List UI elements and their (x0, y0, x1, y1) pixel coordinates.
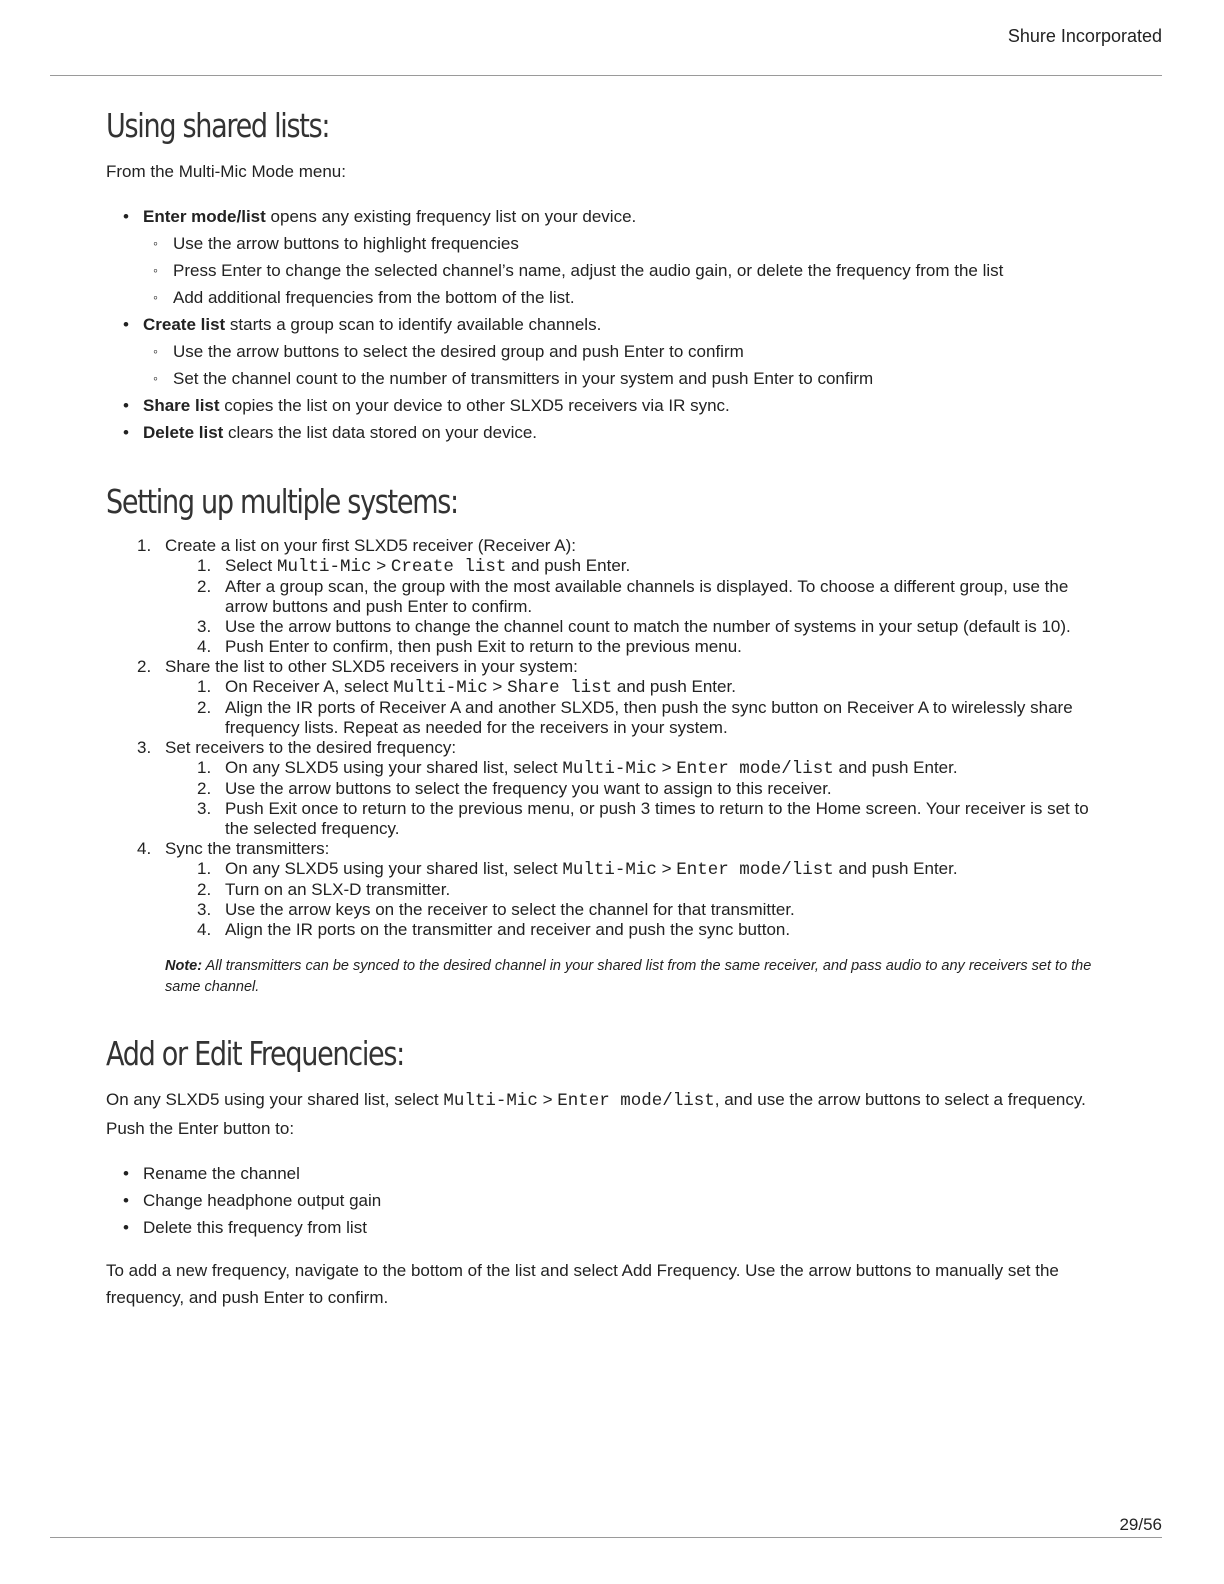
list-item: • Delete list clears the list data stored on your device. (106, 419, 1106, 446)
page-header-company: Shure Incorporated (1007, 26, 1162, 46)
sublist (106, 338, 1106, 392)
sub-item: ◦ Use the arrow buttons to select the desired group and push Enter to confirm (106, 338, 1106, 365)
section-title-add-edit: Add or Edit Frequencies: (106, 1034, 404, 1073)
shared-lists-menu (106, 203, 1106, 446)
list-item: • Change headphone output gain (106, 1187, 1106, 1214)
sub-item: ◦ Add additional frequencies from the bottom of the list. (106, 284, 1106, 311)
section-title-multiple-systems: Setting up multiple systems: (106, 482, 458, 521)
page-number: 29/56 (1119, 1515, 1162, 1534)
step: 1. Create a list on your first SLXD5 receiver (Receiver A): (137, 536, 576, 555)
sub-step: 2. Use the arrow buttons to select the frequency you want to assign to this receiver. (197, 779, 832, 798)
sub-item: ◦ Set the channel count to the number of transmitters in your system and push Enter to confirm (106, 365, 1106, 392)
sub-step: 3. Push Exit once to return to the previous menu, or push 3 times to return to the Home screen. Your receiver is set to the selected frequency. (197, 799, 1089, 838)
step: 2. Share the list to other SLXD5 receivers in your system: (137, 657, 578, 676)
list-item: • Enter mode/list opens any existing frequency list on your device. (106, 203, 1106, 230)
sub-item: ◦ Press Enter to change the selected channel’s name, adjust the audio gain, or delete the frequency from the list (106, 257, 1106, 284)
setup-steps (106, 536, 1106, 940)
section3-intro: On any SLXD5 using your shared list, select Multi-Mic > Enter mode/list, and use the arrow buttons to select a frequency. Push the Enter button to: (106, 1090, 1086, 1138)
list-item: • Create list starts a group scan to identify available channels. (106, 311, 1106, 338)
step: 3. Set receivers to the desired frequency: (137, 738, 457, 757)
note: Note: All transmitters can be synced to the desired channel in your shared list from the same receiver, and pass audio to any receivers set to the same channel. (165, 958, 1092, 995)
sub-step: 2. Align the IR ports of Receiver A and another SLXD5, then push the sync button on Receiver A to wirelessly share frequency lists. Repeat as needed for the receivers in your system. (197, 698, 1073, 737)
sub-step: 2. Turn on an SLX-D transmitter. (197, 880, 451, 899)
page-content (106, 100, 1106, 1311)
sublist (106, 230, 1106, 311)
list-item: • Share list copies the list on your device to other SLXD5 receivers via IR sync. (106, 392, 1106, 419)
step: 4. Sync the transmitters: (137, 839, 330, 858)
sub-step: 1. Select Multi-Mic > Create list and push Enter. (197, 556, 631, 577)
section-title-shared-lists: Using shared lists: (106, 106, 330, 145)
section3-closing: To add a new frequency, navigate to the bottom of the list and select Add Frequency. Use the arrow buttons to manually set the frequency, and push Enter to confirm. (106, 1261, 1059, 1307)
footer-divider (50, 1537, 1162, 1538)
section1-intro: From the Multi-Mic Mode menu: (106, 162, 346, 181)
sub-step: 3. Use the arrow buttons to change the channel count to match the number of systems in your setup (default is 10). (197, 617, 1071, 636)
enter-actions-list (106, 1160, 1106, 1241)
sub-step: 1. On any SLXD5 using your shared list, select Multi-Mic > Enter mode/list and push Enter. (197, 859, 958, 880)
sub-step: 1. On Receiver A, select Multi-Mic > Share list and push Enter. (197, 677, 736, 698)
sub-step: 2. After a group scan, the group with the most available channels is displayed. To choose a different group, use the arrow buttons and push Enter to confirm. (197, 577, 1069, 616)
sub-step: 1. On any SLXD5 using your shared list, select Multi-Mic > Enter mode/list and push Enter. (197, 758, 958, 779)
sub-step: 4. Align the IR ports on the transmitter and receiver and push the sync button. (197, 920, 791, 939)
sub-item: ◦ Use the arrow buttons to highlight frequencies (106, 230, 1106, 257)
sub-step: 3. Use the arrow keys on the receiver to select the channel for that transmitter. (197, 900, 795, 919)
header-divider (50, 75, 1162, 76)
list-item: • Delete this frequency from list (106, 1214, 1106, 1241)
sub-step: 4. Push Enter to confirm, then push Exit to return to the previous menu. (197, 637, 742, 656)
list-item: • Rename the channel (106, 1160, 1106, 1187)
